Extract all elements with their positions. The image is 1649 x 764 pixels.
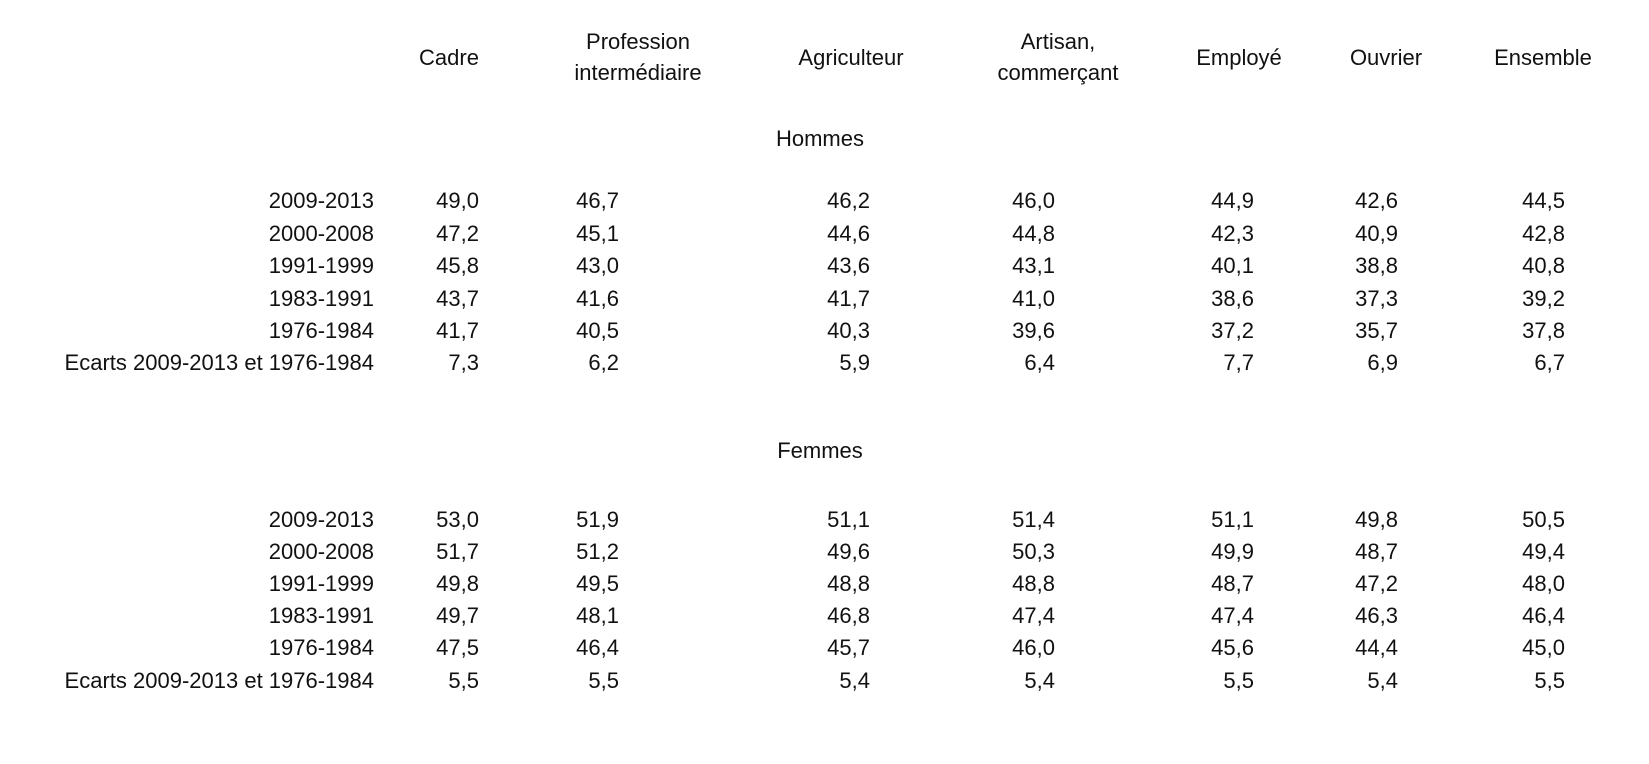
row-label: 1976-1984 — [268, 318, 374, 343]
row-label: Ecarts 2009-2013 et 1976-1984 — [64, 668, 374, 693]
table-cell: 48,7 — [1355, 539, 1398, 564]
column-header — [349, 42, 549, 73]
table-cell: 6,4 — [1024, 350, 1055, 375]
table-cell: 5,5 — [588, 668, 619, 693]
row-label: 2000-2008 — [268, 539, 374, 564]
column-header-line: Employé — [1196, 45, 1282, 70]
column-header — [538, 26, 738, 88]
table-cell: 40,8 — [1522, 253, 1565, 278]
table-cell: 47,4 — [1211, 603, 1254, 628]
table-cell: 46,2 — [827, 188, 870, 213]
table-cell: 51,1 — [1211, 507, 1254, 532]
table-cell: 38,6 — [1211, 286, 1254, 311]
column-header-line: intermédiaire — [574, 60, 702, 85]
table-cell: 48,1 — [576, 603, 619, 628]
table-cell: 41,0 — [1012, 286, 1055, 311]
column-header — [958, 26, 1158, 88]
column-header — [1443, 42, 1643, 73]
table-cell: 50,3 — [1012, 539, 1055, 564]
column-header-line: commerçant — [997, 60, 1119, 85]
row-label: 1983-1991 — [268, 603, 374, 628]
table-cell: 35,7 — [1355, 318, 1398, 343]
table-cell: 47,4 — [1012, 603, 1055, 628]
table-cell: 48,7 — [1211, 571, 1254, 596]
table-cell: 42,3 — [1211, 221, 1254, 246]
table-cell: 44,9 — [1211, 188, 1254, 213]
table-cell: 39,2 — [1522, 286, 1565, 311]
table-cell: 41,7 — [827, 286, 870, 311]
column-header-line: Ouvrier — [1349, 45, 1423, 70]
table-cell: 46,4 — [576, 635, 619, 660]
table-cell: 51,9 — [576, 507, 619, 532]
table-cell: 49,9 — [1211, 539, 1254, 564]
table-cell: 40,9 — [1355, 221, 1398, 246]
table-cell: 6,9 — [1367, 350, 1398, 375]
table-cell: 45,6 — [1211, 635, 1254, 660]
column-header — [751, 42, 951, 73]
table-cell: 44,8 — [1012, 221, 1055, 246]
table-cell: 51,2 — [576, 539, 619, 564]
table-cell: 38,8 — [1355, 253, 1398, 278]
table-cell: 49,0 — [436, 188, 479, 213]
table-cell: 45,7 — [827, 635, 870, 660]
table-cell: 41,6 — [576, 286, 619, 311]
table-cell: 43,0 — [576, 253, 619, 278]
table-cell: 44,5 — [1522, 188, 1565, 213]
table-cell: 6,7 — [1534, 350, 1565, 375]
table-cell: 46,3 — [1355, 603, 1398, 628]
table-cell: 46,8 — [827, 603, 870, 628]
row-label: 1983-1991 — [268, 286, 374, 311]
table-cell: 5,5 — [1223, 668, 1254, 693]
table-cell: 41,7 — [436, 318, 479, 343]
table-cell: 48,8 — [827, 571, 870, 596]
table-cell: 46,0 — [1012, 188, 1055, 213]
table-cell: 5,4 — [1367, 668, 1398, 693]
table-cell: 43,7 — [436, 286, 479, 311]
table-cell: 49,7 — [436, 603, 479, 628]
table-cell: 40,5 — [576, 318, 619, 343]
column-header-line: Agriculteur — [798, 45, 904, 70]
table-cell: 43,1 — [1012, 253, 1055, 278]
table-cell: 7,7 — [1223, 350, 1254, 375]
table-cell: 50,5 — [1522, 507, 1565, 532]
table-cell: 46,4 — [1522, 603, 1565, 628]
table-cell: 5,5 — [448, 668, 479, 693]
row-label: 2009-2013 — [268, 188, 374, 213]
table-cell: 49,8 — [436, 571, 479, 596]
table-cell: 49,8 — [1355, 507, 1398, 532]
column-header-line: Ensemble — [1494, 45, 1592, 70]
table-cell: 40,3 — [827, 318, 870, 343]
row-label: 1991-1999 — [268, 253, 374, 278]
column-header-line: Cadre — [419, 45, 479, 70]
table-cell: 51,7 — [436, 539, 479, 564]
table-cell: 51,1 — [827, 507, 870, 532]
table-cell: 46,7 — [576, 188, 619, 213]
table-cell: 49,6 — [827, 539, 870, 564]
section-title: Femmes — [777, 438, 863, 463]
row-label: 2009-2013 — [268, 507, 374, 532]
column-header-line: Profession — [586, 29, 690, 54]
table-cell: 47,5 — [436, 635, 479, 660]
table-cell: 45,0 — [1522, 635, 1565, 660]
table-cell: 49,5 — [576, 571, 619, 596]
table-cell: 6,2 — [588, 350, 619, 375]
table-cell: 37,2 — [1211, 318, 1254, 343]
table-cell: 5,4 — [839, 668, 870, 693]
table-cell: 7,3 — [448, 350, 479, 375]
table-cell: 43,6 — [827, 253, 870, 278]
table-cell: 47,2 — [1355, 571, 1398, 596]
table-cell: 49,4 — [1522, 539, 1565, 564]
table-cell: 42,8 — [1522, 221, 1565, 246]
row-label: Ecarts 2009-2013 et 1976-1984 — [64, 350, 374, 375]
table-cell: 47,2 — [436, 221, 479, 246]
row-label: 2000-2008 — [268, 221, 374, 246]
section-title: Hommes — [775, 126, 864, 151]
table-cell: 53,0 — [436, 507, 479, 532]
table-cell: 45,1 — [576, 221, 619, 246]
row-label: 1991-1999 — [268, 571, 374, 596]
table-cell: 46,0 — [1012, 635, 1055, 660]
column-header-line: Artisan, — [1020, 29, 1096, 54]
table-cell: 44,4 — [1355, 635, 1398, 660]
table-cell: 5,5 — [1534, 668, 1565, 693]
table-cell: 5,4 — [1024, 668, 1055, 693]
table-cell: 39,6 — [1012, 318, 1055, 343]
table-cell: 48,0 — [1522, 571, 1565, 596]
table-cell: 48,8 — [1012, 571, 1055, 596]
table-cell: 51,4 — [1012, 507, 1055, 532]
table-cell: 42,6 — [1355, 188, 1398, 213]
table-cell: 5,9 — [839, 350, 870, 375]
table-cell: 37,3 — [1355, 286, 1398, 311]
row-label: 1976-1984 — [268, 635, 374, 660]
table-cell: 37,8 — [1522, 318, 1565, 343]
table-cell: 44,6 — [827, 221, 870, 246]
table-cell: 40,1 — [1211, 253, 1254, 278]
table-cell: 45,8 — [436, 253, 479, 278]
